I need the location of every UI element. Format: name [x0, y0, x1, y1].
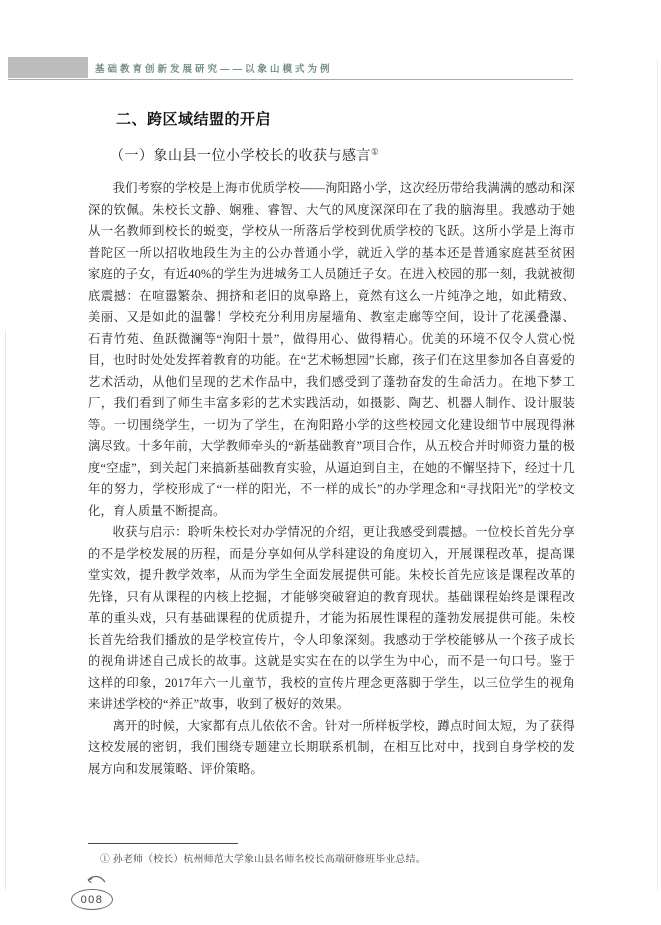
footnote-reference-mark: ① — [371, 146, 380, 157]
section-heading: 二、跨区域结盟的开启 — [116, 111, 272, 128]
footnote-text: ① 孙老师（校长）杭州师范大学象山县名师名校长高端研修班毕业总结。 — [100, 854, 426, 865]
paragraph: 我们考察的学校是上海市优质学校——洵阳路小学，这次经历带给我满满的感动和深深的钦佩。朱校长文静、娴雅、睿智、大气的风度深深印在了我的脑海里。我感动于她从一名教师到校长的蜕变，学校从一所落后学校到优质学校的飞跃。这所小学是上海市普陀区一所以招收地段生为主的公办普通小学，就近入学的基本还是普通家庭甚至贫困家庭的子女，有近40%的学生为进城务工人员随迁子女。在进入校园的那一刻，我就被彻底震撼：在喧嚣繁杂、拥挤和老旧的岚皋路上，竟然有这么一片纯净之地，如此精致、美丽、又是如此的温馨！学校充分利用房屋墙角、教室走廊等空间，设计了花溪叠瀑、石青竹苑、鱼跃微澜等“洵阳十景”，做得用心、做得精心。优美的环境不仅令人赏心悦目，也时时处处发挥着教育的功能。在“艺术畅想园”长廊，孩子们在这里参加各自喜爱的艺术活动，从他们呈现的艺术作品中，我们感受到了蓬勃奋发的生命活力。在地下梦工厂，我们看到了师生丰富多彩的艺术实践活动，如摄影、陶艺、机器人制作、设计服装等。一切围绕学生，一切为了学生，在洵阳路小学的这些校园文化建设细节中展现得淋漓尽致。十多年前，大学教师牵头的“新基础教育”项目合作，从五校合并时师资力量的极度“空虚”，到关起门来搞新基础教育实验，从逼迫到自主，在她的不懈坚持下，经过十几年的努力，学校形成了“一样的阳光，不一样的成长”的办学理念和“寻找阳光”的学校文化，育人质量不断提高。 — [88, 181, 575, 518]
subsection-heading — [110, 145, 575, 165]
main-content — [88, 108, 575, 780]
header-divider — [8, 79, 573, 80]
subsection-heading-text: （一）象山县一位小学校长的收获与感言 — [110, 149, 371, 164]
paragraph: 离开的时候，大家都有点儿依依不舍。针对一所样板学校，蹲点时间太短，为了获得这校发展的密钥，我们围绕专题建立长期联系机制，在相互比对中，找到自身学校的发展方向和发展策略、评价策略。 — [88, 718, 575, 776]
running-head: 基础教育创新发展研究——以象山模式为例 — [95, 64, 333, 75]
page-edge-line — [5, 330, 6, 890]
paragraph: 收获与启示：聆听朱校长对办学情况的介绍，更让我感受到震撼。一位校长首先分享的不是学校发展的历程，而是分享如何从学科建设的角度切入，开展课程改革，提高课堂实效，提升教学效率，从而为学生全面发展提供可能。朱校长首先应该是课程改革的先锋，只有从课程的内核上挖掘，才能够突破窘迫的教育现状。基础课程始终是课程改革的重头戏，只有基础课程的优质提升，才能为拓展性课程的蓬勃发展提供可能。朱校长首先给我们播放的是学校宣传片，令人印象深刻。我感动于学校能够从一个孩子成长的视角讲述自己成长的故事。这就是实实在在的以学生为中心，而不是一句口号。鉴于这样的印象，2017年六一儿童节，我校的宣传片理念更落脚于学生，以三位学生的视角来讲述学校的“养正”故事，收到了极好的效果。 — [88, 525, 575, 711]
page-number-badge: 008 — [71, 889, 113, 910]
footnote-divider — [88, 843, 238, 844]
page-edge-line — [657, 60, 658, 890]
header-decorative-bar — [8, 57, 88, 78]
curved-arrow-icon — [86, 874, 106, 885]
body-text — [88, 178, 575, 780]
